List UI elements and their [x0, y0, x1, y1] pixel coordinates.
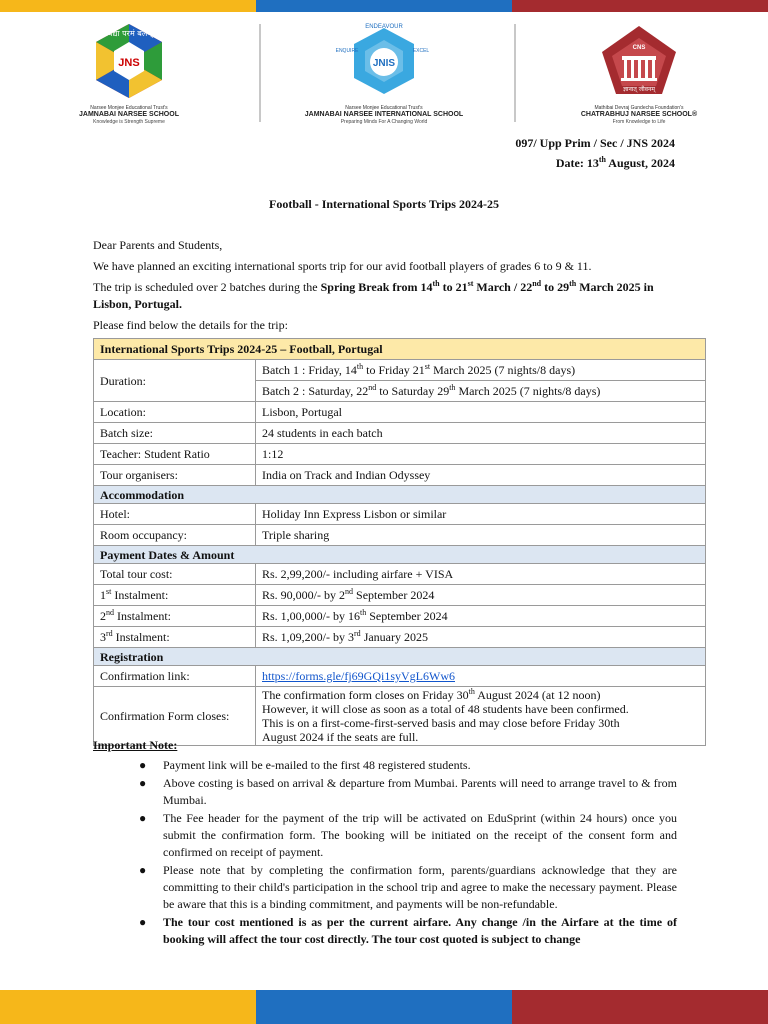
row-label: Hotel: [94, 504, 256, 525]
list-item: ● The Fee header for the payment of the trip will be activated on EduSprint (within 24 hours) once you submit the confirmation form. The booking will be initiated on the receipt of the consent form and confirmed on receipt of payment. [139, 811, 677, 859]
trip-details-table [93, 338, 706, 746]
instalment-1-value: Rs. 90,000/- by 2nd September 2024 [256, 585, 706, 606]
top-color-band [0, 0, 768, 12]
section-payment: Payment Dates & Amount [94, 546, 706, 564]
jnis-tagline: Preparing Minds For A Changing World [340, 119, 428, 125]
section-registration: Registration [94, 648, 706, 666]
list-item: ● Please note that by completing the confirmation form, parents/guardians acknowledge that they are committing to their child's participation in the school trip and agree to make the necessary payment. Please be aware that this is a binding commitment, and payments will be non-refundable. [139, 863, 677, 911]
cns-school-name: CHATRABHUJ NARSEE SCHOOL® [580, 111, 698, 118]
important-note-heading: Important Note: [93, 738, 178, 752]
instalment-3-label: 3rd Instalment: [94, 627, 256, 648]
band-blue [256, 0, 512, 12]
cns-trust-caption: Mathibai Devraj Gundecha Foundation's [594, 105, 684, 111]
jns-trust-caption: Narsee Monjee Educational Trust's [90, 105, 168, 111]
jns-tagline: Knowledge is Strength Supreme [93, 119, 165, 125]
letter-date: Date: 13th August, 2024 [555, 155, 675, 170]
table-row [94, 402, 706, 423]
bullet-icon: ● [139, 776, 147, 790]
row-label: Tour organisers: [94, 465, 256, 486]
table-row [94, 504, 706, 525]
row-value: Holiday Inn Express Lisbon or similar [256, 504, 706, 525]
bullet-icon: ● [139, 915, 147, 929]
jnis-school-name: JAMNABAI NARSEE INTERNATIONAL SCHOOL [304, 111, 464, 118]
table-row [94, 606, 706, 627]
band-red [512, 990, 768, 1024]
list-item: ● Above costing is based on arrival & departure from Mumbai. Parents will need to arrange travel to & from Mumbai. [139, 776, 677, 807]
schedule-paragraph: The trip is scheduled over 2 batches during the Spring Break from 14th to 21st March / 22nd to 29th March 2025 in Lisbon, Portugal. [93, 279, 654, 311]
instalment-1-label: 1st Instalment: [94, 585, 256, 606]
row-label: Room occupancy: [94, 525, 256, 546]
list-item: ● The tour cost mentioned is as per the current airfare. Any change /in the Airfare at the time of booking will affect the tour cost directly. The tour cost quoted is subject to change [139, 915, 677, 946]
reference-number: 097/ Upp Prim / Sec / JNS 2024 [515, 136, 675, 150]
duration-label: Duration: [94, 360, 256, 402]
section-accommodation: Accommodation [94, 486, 706, 504]
svg-text:EXCEL: EXCEL [412, 48, 430, 54]
list-item: ● Payment link will be e-mailed to the first 48 registered students. [139, 758, 471, 772]
band-yellow [0, 990, 256, 1024]
instalment-2-label: 2nd Instalment: [94, 606, 256, 627]
table-row [94, 465, 706, 486]
greeting: Dear Parents and Students, [93, 238, 223, 252]
svg-text:विद्या परमं बलम्: विद्या परमं बलम् [105, 29, 153, 38]
table-row [94, 687, 706, 746]
jns-logo [4, 22, 254, 127]
band-yellow [0, 0, 256, 12]
row-label: Confirmation Form closes: [94, 687, 256, 746]
important-notes-list [93, 757, 677, 949]
cns-emblem-icon [584, 22, 694, 100]
table-row [94, 525, 706, 546]
bottom-color-band [0, 990, 768, 1024]
band-red [512, 0, 768, 12]
instalment-2-value: Rs. 1,00,000/- by 16th September 2024 [256, 606, 706, 627]
band-blue [256, 990, 512, 1024]
row-label: Location: [94, 402, 256, 423]
instalment-3-value: Rs. 1,09,200/- by 3rd January 2025 [256, 627, 706, 648]
confirmation-form-link[interactable]: https://forms.gle/fj69GQi1syVgL6Ww6 [262, 669, 455, 683]
bullet-icon: ● [139, 811, 147, 825]
svg-text:CNS: CNS [632, 45, 646, 51]
row-value: Triple sharing [256, 525, 706, 546]
details-intro: Please find below the details for the trip: [93, 318, 288, 332]
letter-title: Football - International Sports Trips 2024-25 [269, 197, 499, 211]
row-value: India on Track and Indian Odyssey [256, 465, 706, 486]
jns-school-name: JAMNABAI NARSEE SCHOOL [79, 111, 179, 118]
row-label: Teacher: Student Ratio [94, 444, 256, 465]
svg-text:JNS: JNS [118, 57, 140, 69]
table-row [94, 666, 706, 687]
row-label: Batch size: [94, 423, 256, 444]
table-header: International Sports Trips 2024-25 – Football, Portugal [94, 339, 706, 360]
table-row [94, 627, 706, 648]
batch-1-dates: Batch 1 : Friday, 14th to Friday 21st March 2025 (7 nights/8 days) [256, 360, 706, 381]
jnis-logo [259, 22, 509, 127]
cns-tagline: From Knowledge to Life [612, 119, 666, 125]
form-close-details: The confirmation form closes on Friday 30th August 2024 (at 12 noon) However, it will close as soon as a total of 48 students have been confirmed. This is on a first-come-first-served basis and may close before Friday 30th August 2024 if the seats are full. [256, 687, 706, 746]
table-row [94, 585, 706, 606]
row-label: Total tour cost: [94, 564, 256, 585]
row-value: 24 students in each batch [256, 423, 706, 444]
row-label: Confirmation link: [94, 666, 256, 687]
school-logos-header [0, 22, 768, 127]
row-value: Rs. 2,99,200/- including airfare + VISA [256, 564, 706, 585]
cns-logo [514, 22, 764, 127]
row-value: Lisbon, Portugal [256, 402, 706, 423]
svg-text:ENDEAVOUR: ENDEAVOUR [365, 24, 403, 30]
bullet-icon: ● [139, 863, 147, 877]
jnis-emblem-icon [329, 22, 439, 100]
intro-paragraph: We have planned an exciting international sports trip for our avid football players of grades 6 to 9 & 11. [93, 259, 592, 273]
batch-2-dates: Batch 2 : Saturday, 22nd to Saturday 29th March 2025 (7 nights/8 days) [256, 381, 706, 402]
bullet-icon: ● [139, 758, 147, 772]
jns-emblem-icon [74, 22, 184, 100]
table-row [94, 444, 706, 465]
svg-text:ज्ञानात् जीवनम्: ज्ञानात् जीवनम् [623, 86, 655, 93]
table-row [94, 423, 706, 444]
jnis-trust-caption: Narsee Monjee Educational Trust's [345, 105, 423, 111]
table-row [94, 564, 706, 585]
row-value: 1:12 [256, 444, 706, 465]
svg-text:JNIS: JNIS [372, 58, 396, 69]
svg-text:ENQUIRE: ENQUIRE [335, 48, 359, 54]
